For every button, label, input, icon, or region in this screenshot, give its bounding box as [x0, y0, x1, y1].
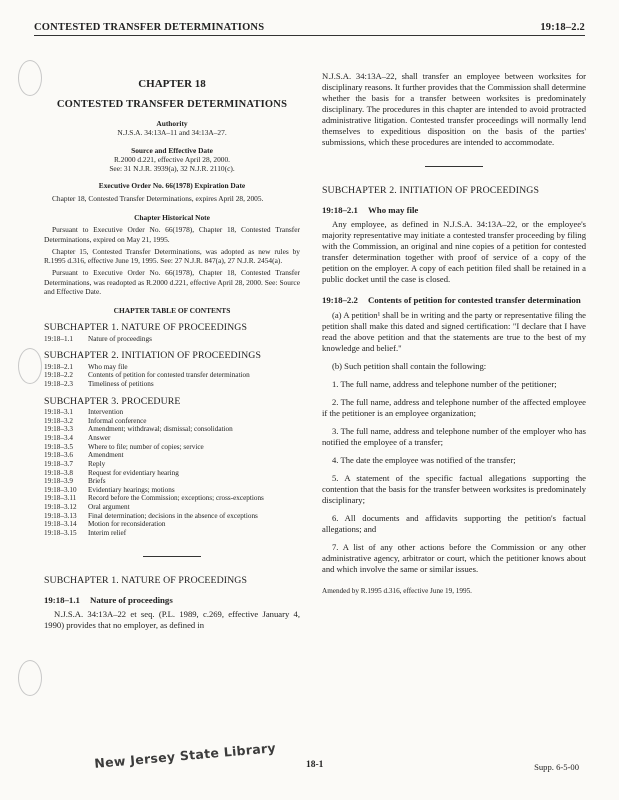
toc-row: 19:18–3.2 Informal conference: [44, 416, 147, 425]
history-paragraph: Pursuant to Executive Order No. 66(1978), Chapter 18, Contested Transfer Determinations, was readopted as R.2000 d.221, effective April 28, 2000. See: Source and Effective Date.: [44, 268, 300, 296]
toc-list: [44, 408, 300, 538]
header-title: CONTESTED TRANSFER DETERMINATIONS: [34, 22, 265, 33]
list-item: 1. The full name, address and telephone number of the petitioner;: [332, 378, 557, 389]
toc-subchapter-title: SUBCHAPTER 3. PROCEDURE: [44, 395, 181, 407]
toc-heading: CHAPTER TABLE OF CONTENTS: [113, 306, 231, 316]
source-text: See: 31 N.J.R. 3939(a), 32 N.J.R. 2110(c).: [109, 164, 235, 174]
toc-row: 19:18–3.9 Briefs: [44, 477, 106, 486]
body-paragraph: N.J.S.A. 34:13A–22, shall transfer an employee between worksites for disciplinary reasons. It further provides that the Commission shall determine whether the basis for a transfer between worksites is predominately disciplinary. The procedures in this chapter are intended to avoid protracted administrative litigation. Contested transfer proceedings will normally lend themselves to expeditious disposition on the basis of the parties' submissions, which these procedures are intended to accommodate.: [322, 71, 586, 147]
section-title: Who may file: [368, 205, 419, 216]
section-number: 19:18–1.1: [44, 595, 80, 606]
section-title: Nature of proceedings: [90, 595, 173, 606]
toc-list: [44, 363, 300, 389]
chapter-number: CHAPTER 18: [138, 78, 206, 90]
source-heading: Source and Effective Date: [131, 145, 213, 155]
toc-row: 19:18–2.1 Who may file: [44, 362, 128, 371]
list-item: 5. A statement of the specific factual allegations supporting the contention that the basis for the transfer between worksites is predominately disciplinary;: [322, 472, 586, 505]
running-header: [34, 22, 585, 36]
binder-hole-mark: [18, 60, 42, 96]
section-heading: [322, 205, 586, 216]
body-paragraph: (a) A petition¹ shall be in writing and the party or representative filing the petition shall make this dated and signed certification: "I declare that I have read the above petition and that the statements are true to the best of my knowledge and belief.": [322, 309, 586, 353]
exec-order-heading: Executive Order No. 66(1978) Expiration Date: [98, 181, 246, 191]
list-item: 2. The full name, address and telephone number of the affected employee if the petitioner is an employee organization;: [322, 396, 586, 418]
chapter-title: CONTESTED TRANSFER DETERMINATIONS: [56, 98, 288, 110]
toc-row: 19:18–3.4 Answer: [44, 433, 111, 442]
toc-list: [44, 335, 300, 344]
section-divider: [425, 166, 483, 167]
list-item: 6. All documents and affidavits supporting the petition's factual allegations; and: [322, 512, 586, 534]
right-column: [322, 68, 586, 596]
page-number: 18-1: [306, 760, 324, 770]
history-paragraph: Pursuant to Executive Order No. 66(1978), Chapter 18, Contested Transfer Determinations, expired on May 21, 1995.: [44, 225, 300, 244]
toc-subchapter-title: SUBCHAPTER 1. NATURE OF PROCEEDINGS: [44, 322, 248, 334]
toc-row: 19:18–3.8 Request for evidentiary hearing: [44, 468, 179, 477]
toc-row: 19:18–3.5 Where to file; number of copies; service: [44, 442, 204, 451]
history-heading: Chapter Historical Note: [134, 213, 210, 223]
toc-row: 19:18–1.1 Nature of proceedings: [44, 334, 152, 343]
section-number: 19:18–2.2: [322, 295, 358, 306]
source-text: R.2000 d.221, effective April 28, 2000.: [113, 154, 231, 164]
list-item: 4. The date the employee was notified of the transfer;: [332, 454, 516, 465]
toc-row: 19:18–3.14 Motion for reconsideration: [44, 520, 166, 529]
subchapter-heading: SUBCHAPTER 2. INITIATION OF PROCEEDINGS: [322, 185, 539, 196]
list-item: 7. A list of any other actions before the Commission or any other administrative agency, arbitrator or court, which the petitioner knows about and which involve the same or similar issues.: [322, 541, 586, 574]
toc-row: 19:18–3.13 Final determination; decisions in the absence of exceptions: [44, 511, 258, 520]
toc-row: 19:18–3.11 Record before the Commission; exceptions; cross-exceptions: [44, 494, 264, 503]
authority-heading: Authority: [156, 119, 188, 129]
exec-order-text: Chapter 18, Contested Transfer Determinations, expires April 28, 2005.: [52, 193, 264, 203]
supplement-date: Supp. 6-5-00: [534, 762, 579, 772]
history-paragraph: Chapter 15, Contested Transfer Determinations, was adopted as new rules by R.1995 d.316, effective June 19, 1995. See: 27 N.J.R. 847(a), 27 N.J.R. 2454(a).: [44, 246, 300, 266]
authority-text: N.J.S.A. 34:13A–11 and 34:13A–27.: [117, 128, 227, 138]
toc-row: 19:18–3.7 Reply: [44, 459, 106, 468]
body-paragraph: (b) Such petition shall contain the following:: [332, 360, 487, 371]
toc-row: 19:18–3.6 Amendment: [44, 451, 124, 460]
section-heading: [44, 595, 300, 606]
section-divider: [143, 556, 201, 557]
subchapter-heading: SUBCHAPTER 1. NATURE OF PROCEEDINGS: [44, 574, 248, 586]
library-stamp: New Jersey State Library: [93, 740, 277, 771]
binder-hole-mark: [18, 660, 42, 696]
toc-row: 19:18–3.15 Interim relief: [44, 529, 127, 538]
list-item: 3. The full name, address and telephone number of the employer who has notified the employee of a transfer;: [322, 425, 586, 447]
toc-row: 19:18–2.2 Contents of petition for contested transfer determination: [44, 371, 250, 380]
section-title: Contents of petition for contested transfer determination: [368, 295, 581, 306]
toc-row: 19:18–3.3 Amendment; withdrawal; dismissal; consolidation: [44, 425, 233, 434]
section-number: 19:18–2.1: [322, 205, 358, 216]
header-section: 19:18–2.2: [540, 22, 585, 33]
footnote: Amended by R.1995 d.316, effective June 19, 1995.: [322, 586, 472, 595]
body-paragraph: Any employee, as defined in N.J.S.A. 34:13A–22, or the employee's majority representative may initiate a contested transfer proceeding by filing with the Commission, an original and nine copies of a petition for contested transfer determination together with proof of service of a copy of the petition on the employer. A copy of each petition filed shall be retained in a public docket until the case is closed.: [322, 219, 586, 285]
toc-subchapter-title: SUBCHAPTER 2. INITIATION OF PROCEEDINGS: [44, 350, 261, 362]
body-paragraph: N.J.S.A. 34:13A–22 et seq. (P.L. 1989, c.269, effective January 4, 1990) provides that no employer, as defined in: [44, 609, 300, 631]
binder-hole-mark: [18, 348, 42, 384]
toc-row: 19:18–3.10 Evidentiary hearings; motions: [44, 485, 175, 494]
toc-row: 19:18–3.12 Oral argument: [44, 503, 130, 512]
toc-row: 19:18–2.3 Timeliness of petitions: [44, 380, 154, 389]
section-heading: [322, 295, 586, 306]
left-column: [44, 68, 300, 634]
toc-row: 19:18–3.1 Intervention: [44, 408, 124, 417]
